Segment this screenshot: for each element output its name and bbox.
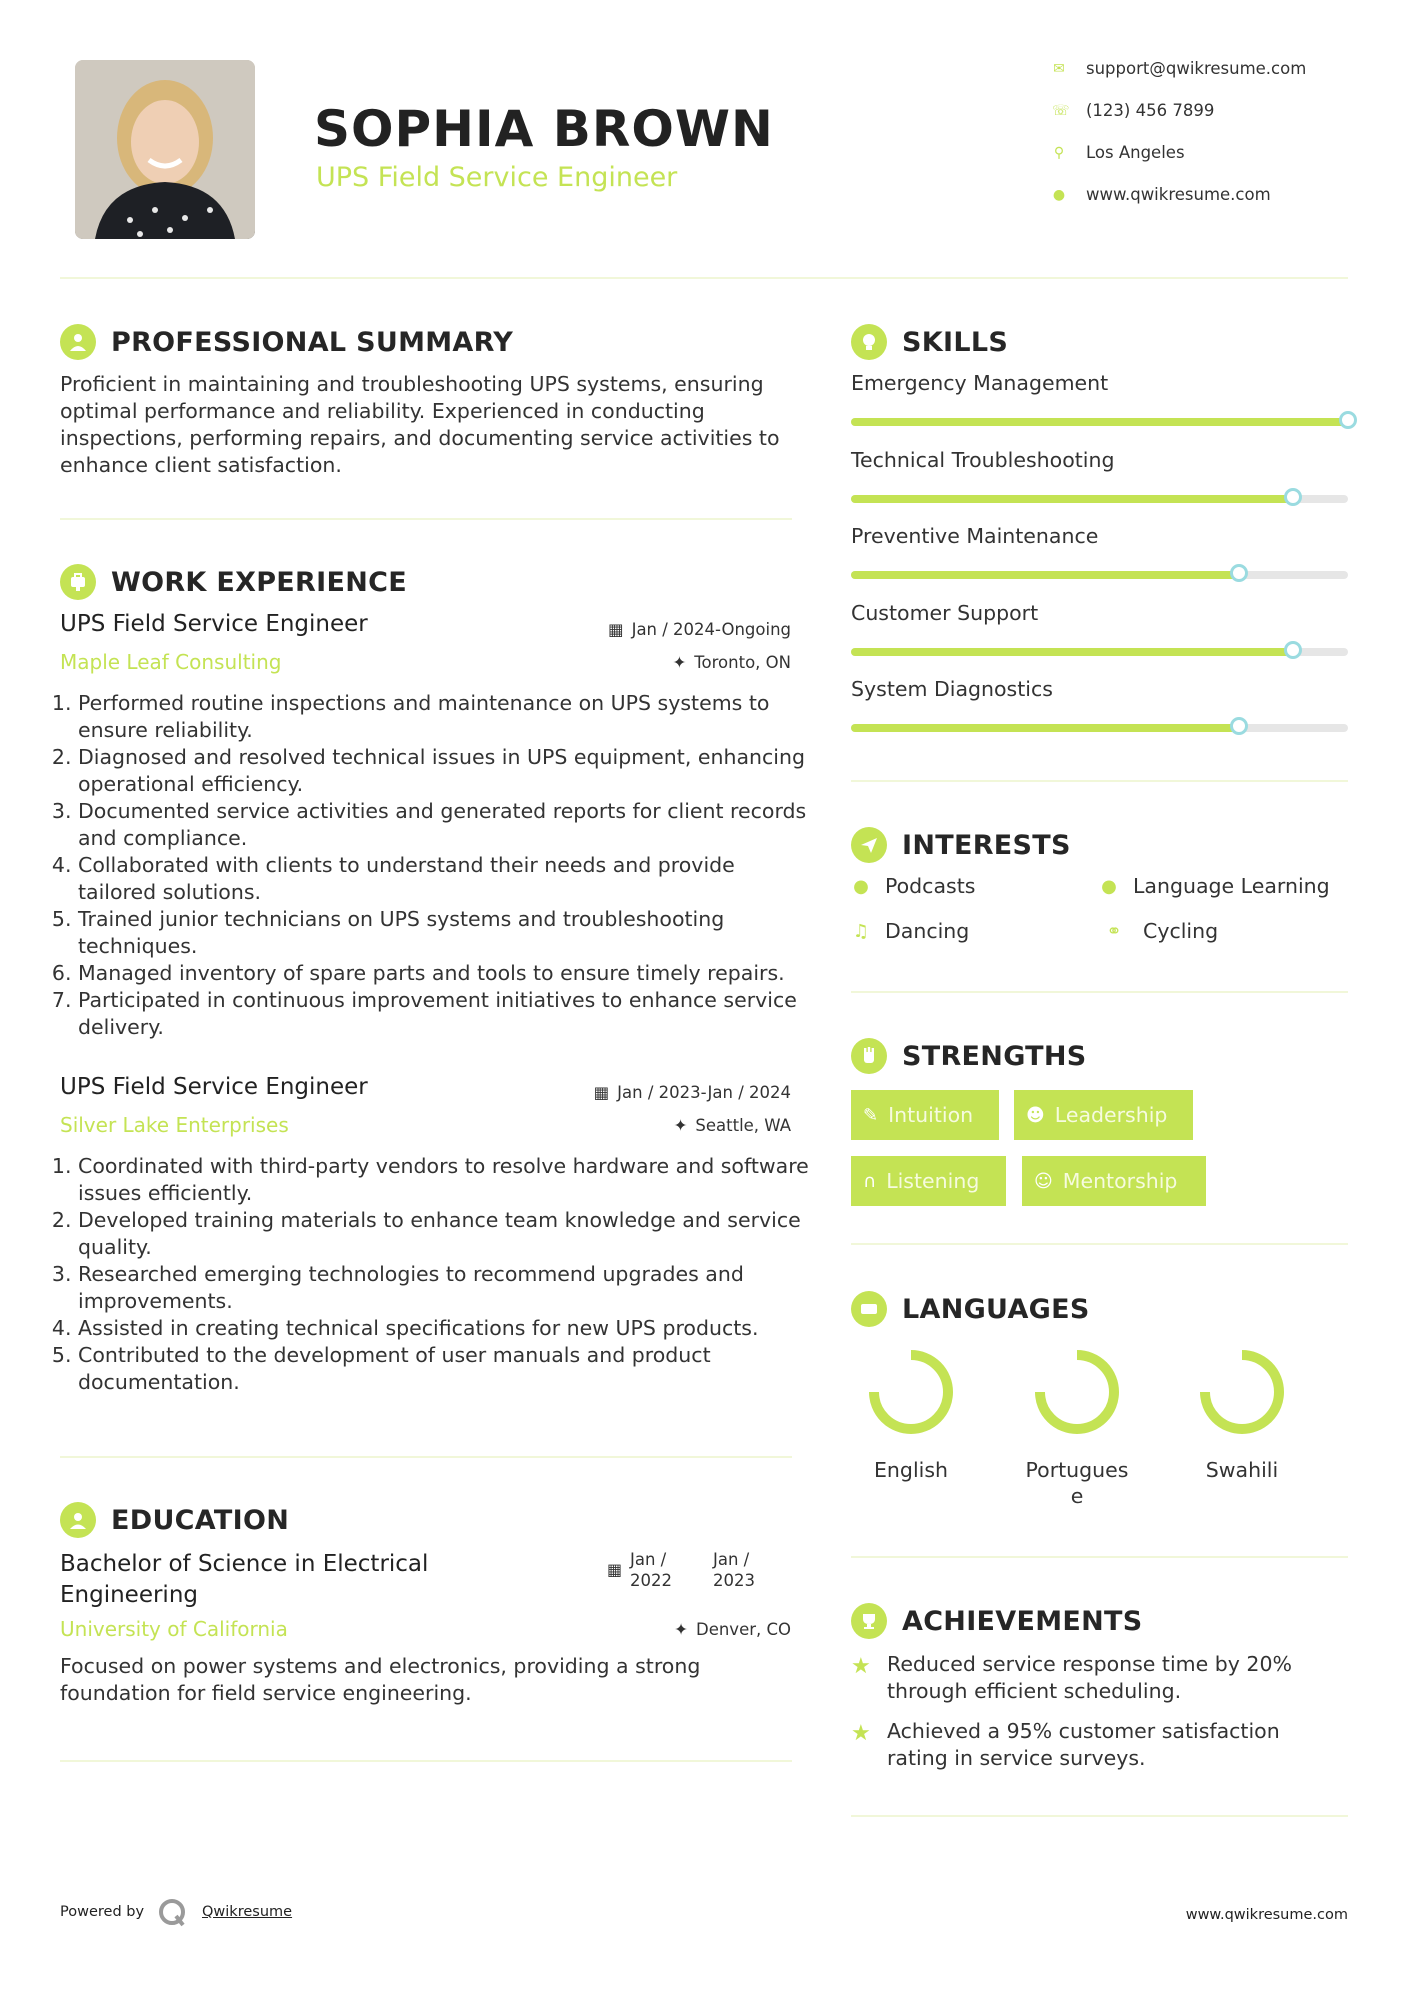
job-1-role: UPS Field Service Engineer — [60, 611, 368, 637]
achievement-text: Achieved a 95% customer satisfaction rating in service surveys. — [887, 1719, 1280, 1770]
header-divider — [60, 277, 1348, 279]
skill-name: Technical Troubleshooting — [851, 447, 1115, 472]
strength-listening — [851, 1156, 1006, 1206]
pushpin-icon: ✦ — [674, 1620, 688, 1639]
language-label-portuguese: Portugues e — [1025, 1458, 1129, 1508]
interest-dancing — [851, 919, 969, 943]
list-item: 3. Researched emerging technologies to recommend upgrades and improvements. — [78, 1261, 818, 1315]
language-label-english: English — [873, 1458, 949, 1482]
job-2-role: UPS Field Service Engineer — [60, 1074, 368, 1100]
portrait-image — [75, 60, 255, 239]
language-ring — [874, 1355, 948, 1429]
headphones-icon: ∩ — [863, 1170, 877, 1192]
powered-by-label: Powered by — [60, 1904, 145, 1920]
job-1-company: Maple Leaf Consulting — [60, 650, 282, 674]
job-2-company: Silver Lake Enterprises — [60, 1113, 289, 1137]
skill-bar-fill — [851, 571, 1239, 579]
interest-label: Dancing — [885, 919, 970, 943]
summary-text: Proficient in maintaining and troubleshooting UPS systems, ensuring optimal performance and reliability. Experienced in conducting inspections, performing repairs, and documenting service activities to enhance client satisfaction. — [60, 372, 780, 477]
contact-email[interactable] — [1052, 59, 1306, 78]
trophy-icon — [851, 1603, 887, 1639]
list-item: 5. Contributed to the development of user manuals and product documentation. — [78, 1342, 818, 1396]
education-heading — [60, 1502, 289, 1538]
job-2-duties — [60, 1153, 818, 1396]
list-item: 4. Collaborated with clients to understand their needs and provide tailored solutions. — [78, 852, 818, 906]
interest-language-learning — [1099, 874, 1330, 898]
education-divider — [60, 1760, 792, 1762]
globe-icon: ● — [1052, 186, 1066, 203]
skills-heading-text: SKILLS — [902, 326, 1009, 358]
job-2-location-text: Seattle, WA — [695, 1116, 791, 1135]
skill-bar — [851, 418, 1348, 426]
strength-mentorship — [1022, 1156, 1206, 1206]
interest-label: Podcasts — [885, 874, 976, 898]
strength-leadership — [1014, 1090, 1193, 1140]
skill-level-knob — [1284, 488, 1302, 506]
languages-heading-text: LANGUAGES — [902, 1293, 1090, 1325]
users-icon: ☻ — [1026, 1104, 1045, 1126]
paper-plane-icon — [851, 827, 887, 863]
envelope-icon: ✉ — [1053, 60, 1065, 77]
job-1-duties — [60, 690, 818, 1041]
education-location-text: Denver, CO — [695, 1620, 791, 1639]
languages-heading — [851, 1291, 1090, 1327]
skill-bar — [851, 571, 1348, 579]
skill-bar-fill — [851, 418, 1348, 426]
interests-divider — [851, 991, 1348, 993]
experience-heading — [60, 564, 407, 600]
candidate-title: UPS Field Service Engineer — [316, 162, 678, 193]
list-item: 5. Trained junior technicians on UPS systems and troubleshooting techniques. — [78, 906, 818, 960]
job-1-dates-text: Jan / 2024-Ongoing — [631, 620, 791, 639]
contact-phone[interactable] — [1052, 101, 1214, 120]
interests-heading — [851, 827, 1071, 863]
achievement-1 — [851, 1651, 1321, 1705]
achievements-heading — [851, 1603, 1143, 1639]
achievements-heading-text: ACHIEVEMENTS — [902, 1605, 1143, 1637]
skills-divider — [851, 780, 1348, 782]
strength-label: Listening — [886, 1169, 980, 1193]
list-item: 4. Assisted in creating technical specifications for new UPS products. — [78, 1315, 818, 1342]
pushpin-icon: ✦ — [673, 1116, 688, 1135]
list-item: 7. Participated in continuous improvement initiatives to enhance service delivery. — [78, 987, 818, 1041]
skill-bar-fill — [851, 648, 1293, 656]
skill-name: Emergency Management — [851, 371, 1109, 395]
education-school: University of California — [60, 1617, 288, 1641]
interest-cycling — [1099, 919, 1218, 943]
education-location — [674, 1620, 791, 1639]
strength-label: Intuition — [888, 1103, 974, 1127]
education-text: Focused on power systems and electronics, providing a strong foundation for field service engineering. — [60, 1654, 701, 1705]
summary-heading — [60, 324, 513, 360]
hand-icon — [851, 1038, 887, 1074]
star-icon: ★ — [851, 1721, 871, 1746]
contact-website-text: www.qwikresume.com — [1086, 185, 1271, 204]
summary-divider — [60, 518, 792, 520]
interest-label: Cycling — [1143, 919, 1219, 943]
strengths-divider — [851, 1243, 1348, 1245]
strengths-heading — [851, 1038, 1087, 1074]
skill-bar-fill — [851, 724, 1239, 732]
language-ring — [1040, 1355, 1114, 1429]
strength-label: Leadership — [1054, 1103, 1168, 1127]
language-rings — [851, 1340, 1348, 1460]
skill-level-knob — [1230, 717, 1248, 735]
list-item: 3. Documented service activities and generated reports for client records and compliance. — [78, 798, 818, 852]
skills-heading — [851, 324, 1008, 360]
skill-level-knob — [1230, 564, 1248, 582]
contact-phone-text: (123) 456 7899 — [1086, 101, 1215, 120]
microphone-icon: ● — [853, 875, 869, 897]
job-1-location — [672, 653, 791, 672]
globe-icon: ● — [1101, 875, 1117, 897]
skill-level-knob — [1284, 641, 1302, 659]
job-1-dates — [608, 620, 791, 639]
music-note-icon: ♫ — [852, 920, 870, 942]
job-1-location-text: Toronto, ON — [694, 653, 791, 672]
language-label-swahili: Swahili — [1205, 1458, 1279, 1482]
qwikresume-link[interactable]: Qwikresume — [202, 1904, 293, 1920]
experience-heading-text: WORK EXPERIENCE — [111, 566, 407, 598]
lightbulb-icon — [851, 324, 887, 360]
summary-heading-text: PROFESSIONAL SUMMARY — [111, 326, 514, 358]
user-icon — [60, 324, 96, 360]
skill-name: Preventive Maintenance — [851, 524, 1099, 548]
interest-podcasts — [851, 874, 975, 898]
education-date-start: Jan / 2022 — [630, 1550, 672, 1590]
education-heading-text: EDUCATION — [111, 1504, 290, 1536]
bicycle-icon: ⚭ — [1106, 920, 1122, 942]
education-degree: Bachelor of Science in Electrical Engineering — [60, 1551, 429, 1608]
job-2-dates — [594, 1083, 791, 1102]
briefcase-icon — [60, 564, 96, 600]
skill-bar — [851, 495, 1348, 503]
skill-name: System Diagnostics — [851, 677, 1053, 701]
pushpin-icon: ✦ — [672, 653, 687, 672]
calendar-icon: ▦ — [593, 1083, 610, 1102]
contact-location-text: Los Angeles — [1086, 143, 1185, 162]
contact-location — [1052, 143, 1185, 162]
list-item: 1. Performed routine inspections and maintenance on UPS systems to ensure reliability. — [78, 690, 818, 744]
phone-icon: ☏ — [1052, 102, 1070, 119]
skill-bar — [851, 724, 1348, 732]
education-date-end: Jan / 2023 — [713, 1550, 755, 1590]
experience-divider — [60, 1456, 792, 1458]
qwikresume-logo-icon — [157, 1897, 187, 1927]
interest-label: Language Learning — [1133, 874, 1330, 898]
strength-label: Mentorship — [1062, 1169, 1178, 1193]
list-item: 6. Managed inventory of spare parts and tools to ensure timely repairs. — [78, 960, 818, 987]
job-2-location — [674, 1116, 791, 1135]
strengths-heading-text: STRENGTHS — [902, 1040, 1087, 1072]
language-ring — [1205, 1355, 1279, 1429]
list-item: 2. Diagnosed and resolved technical issues in UPS equipment, enhancing operational efficiency. — [78, 744, 818, 798]
profile-photo — [75, 60, 255, 239]
calendar-icon: ▦ — [607, 1560, 623, 1579]
skill-name: Customer Support — [851, 600, 1039, 625]
footer-url[interactable]: www.qwikresume.com — [1185, 1907, 1348, 1923]
achievement-text: Reduced service response time by 20% through efficient scheduling. — [887, 1652, 1292, 1703]
list-item: 1. Coordinated with third-party vendors to resolve hardware and software issues efficiently. — [78, 1153, 818, 1207]
star-icon: ★ — [851, 1654, 871, 1679]
contact-website[interactable] — [1052, 185, 1271, 204]
magic-wand-icon: ✎ — [863, 1104, 879, 1126]
job-2-dates-text: Jan / 2023-Jan / 2024 — [617, 1083, 791, 1102]
skill-bar — [851, 648, 1348, 656]
contact-email-text: support@qwikresume.com — [1086, 59, 1307, 78]
candidate-name: SOPHIA BROWN — [314, 100, 774, 158]
calendar-icon: ▦ — [607, 620, 624, 639]
achievement-2 — [851, 1718, 1321, 1772]
user-plus-icon: ☺ — [1034, 1170, 1053, 1192]
achievements-divider — [851, 1815, 1348, 1817]
map-pin-icon: ⚲ — [1053, 144, 1065, 161]
interests-heading-text: INTERESTS — [902, 829, 1071, 861]
language-icon — [851, 1291, 887, 1327]
strength-intuition — [851, 1090, 999, 1140]
languages-divider — [851, 1556, 1348, 1558]
graduation-icon — [60, 1502, 96, 1538]
skill-bar-fill — [851, 495, 1293, 503]
list-item: 2. Developed training materials to enhance team knowledge and service quality. — [78, 1207, 818, 1261]
skill-level-knob — [1339, 411, 1357, 429]
